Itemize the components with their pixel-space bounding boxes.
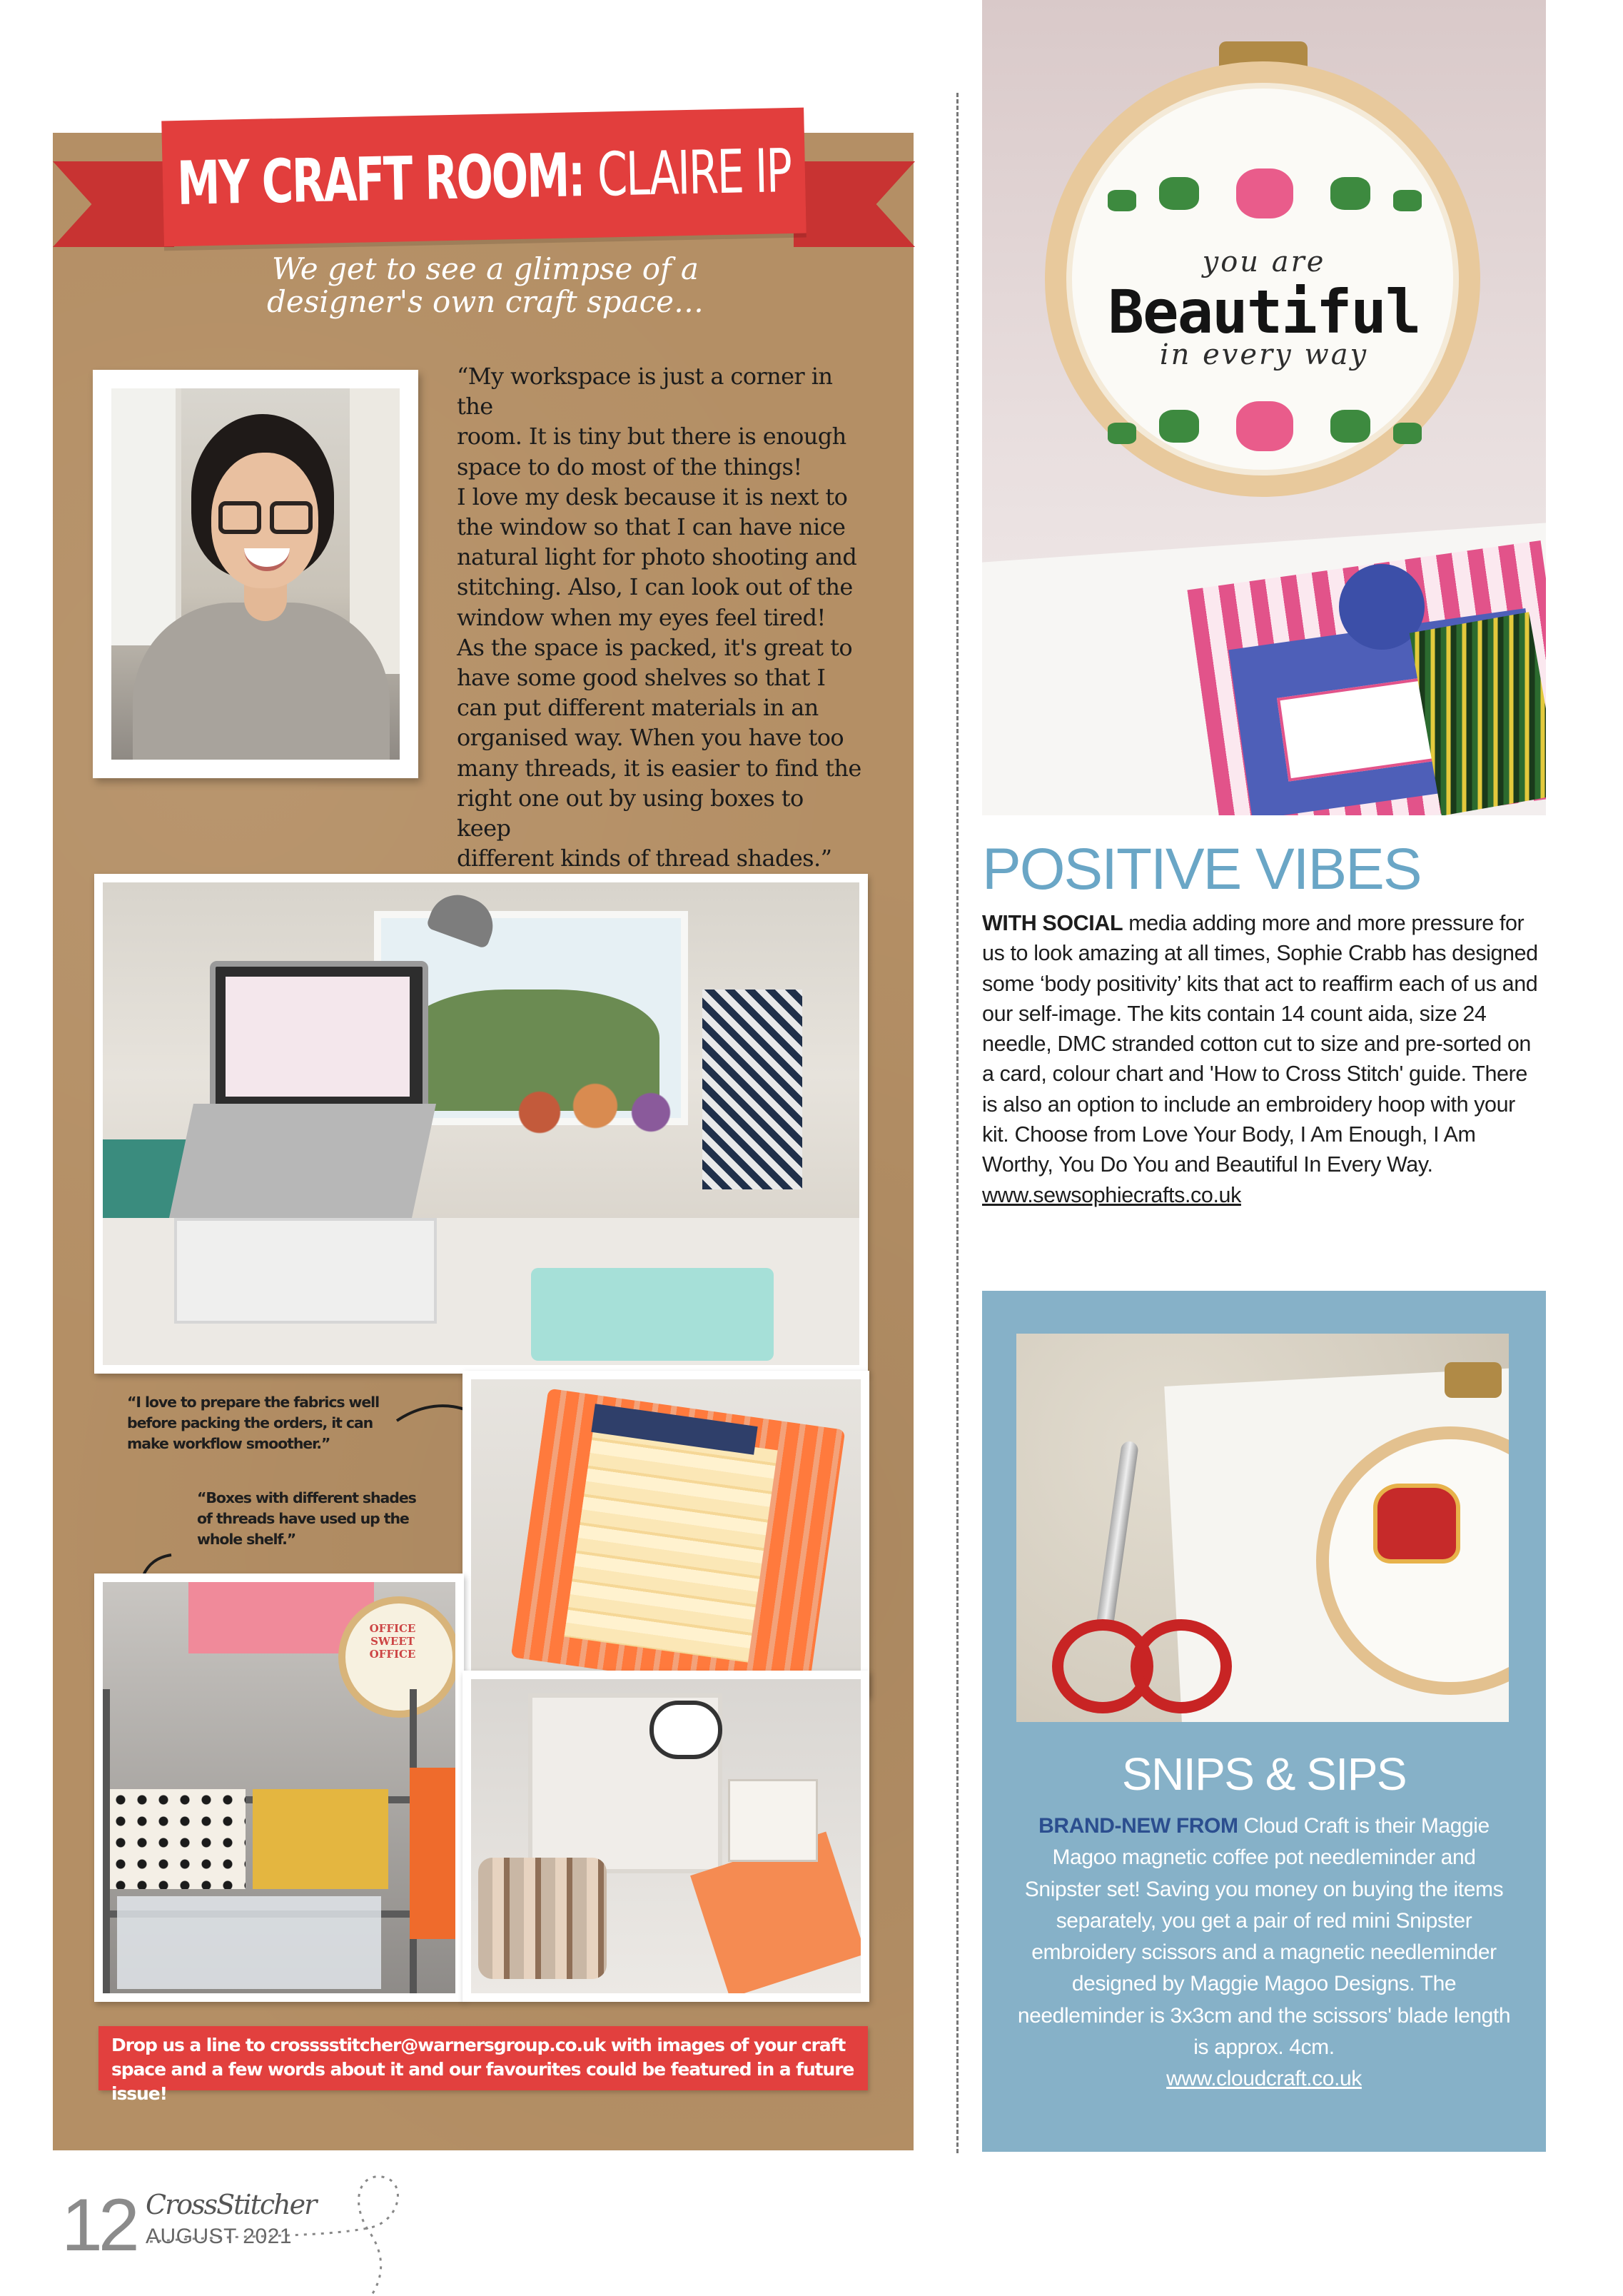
- designer-portrait-photo: [111, 388, 400, 760]
- hoop-text-line-1: you are: [1202, 246, 1326, 278]
- quote-text: [457, 361, 864, 873]
- quote-line: window when my eyes feel tired!: [457, 603, 826, 631]
- sewsophie-link[interactable]: www.sewsophiecrafts.co.uk: [982, 1182, 1241, 1207]
- caption-boxes: “Boxes with different shades of threads have used up the whole shelf.”: [197, 1489, 416, 1548]
- desk-organiser-photo-frame: [462, 1671, 869, 2002]
- page-number: 12: [61, 2184, 136, 2267]
- snips-sips-text: Cloud Craft is their Maggie Magoo magnetic coffee pot needleminder and Snipster set! Saving you money on buying the items separately, you get a pair of red mini Snipster embroidery scissors and a magnetic needleminder designed by Maggie Magoo Designs. The needleminder is 3x3cm and the scissors' blade length is approx. 4cm.: [1017, 1814, 1511, 2060]
- hoop-text-line-2: Beautiful: [1108, 277, 1420, 347]
- quote-line: space to do most of the things!: [457, 453, 802, 480]
- issue-date: AUGUST 2021: [146, 2225, 293, 2248]
- scissors-needleminder-photo: [1016, 1334, 1509, 1722]
- snips-sips-panel: [982, 1291, 1546, 2152]
- submission-callout: [98, 2026, 868, 2104]
- flower-motif-icon: [1236, 401, 1293, 451]
- positive-vibes-body: [982, 908, 1546, 1210]
- desk-photo-frame: [94, 874, 868, 1374]
- cloudcraft-link[interactable]: www.cloudcraft.co.uk: [1166, 2067, 1362, 2091]
- positive-vibes-heading: POSITIVE VIBES: [982, 837, 1421, 902]
- designer-portrait-frame: [93, 370, 418, 778]
- hoop-text-line-3: in every way: [1159, 338, 1369, 371]
- submission-callout-text: Drop us a line to crosssstitcher@warnersgroup.co.uk with images of your craft space and a few words about it and our favourites could be featured in a future issue!: [111, 2035, 854, 2104]
- quote-line: I love my desk because it is next to: [457, 483, 848, 510]
- quote-line: can put different materials in an: [457, 694, 819, 722]
- desk-organiser-photo: [471, 1679, 861, 1993]
- quote-line: organised way. When you have too: [457, 724, 844, 752]
- coffee-pot-needleminder-icon: [1373, 1484, 1460, 1564]
- column-divider: [956, 93, 959, 2153]
- flower-motif-icon: [1236, 168, 1293, 218]
- quote-line: different kinds of thread shades.”: [457, 845, 832, 872]
- caption-fabrics: “I love to prepare the fabrics well before packing the orders, it can make workflow smoother.”: [127, 1394, 380, 1452]
- title-banner: [161, 108, 806, 247]
- designer-quote: [457, 361, 864, 904]
- title-bold: MY CRAFT ROOM:: [176, 140, 585, 218]
- quote-line: right one out by using boxes to keep: [457, 784, 804, 842]
- hoop-sign-text: OFFICE SWEET OFFICE: [369, 1622, 416, 1661]
- intro-standfirst: We get to see a glimpse of a designer's own craft space…: [267, 251, 704, 319]
- title-name: CLAIRE IP: [596, 136, 792, 210]
- positive-vibes-text: media adding more and more pressure for us to look amazing at all times, Sophie Crabb has designed some ‘body positivity’ kits that act to reaffirm each of us and our self-image. The kits contain 14 count aida, size 24 needle, DMC stranded cotton cut to size and pre-sorted on a card, colour chart and 'How to Cross Stitch' guide. There is also an option to include an embroidery hoop with your kit. Choose from Love Your Body, I Am Enough, I Am Worthy, You Do You and Beautiful In Every Way.: [982, 911, 1538, 1177]
- snips-sips-lead: BRAND-NEW FROM: [1038, 1814, 1238, 1838]
- quote-line: have some good shelves so that I: [457, 664, 826, 692]
- quote-line: As the space is packed, it's great to: [457, 633, 853, 661]
- beautiful-hoop-photo: [982, 0, 1546, 815]
- quote-line: “My workspace is just a corner in the: [457, 363, 833, 421]
- quote-line: stitching. Also, I can look out of the: [457, 573, 853, 601]
- thread-shelf-photo-frame: [94, 1574, 464, 2002]
- quote-line: the window so that I can have nice: [457, 513, 846, 541]
- quote-line: natural light for photo shooting and: [457, 543, 857, 571]
- fabric-basket-photo: [471, 1379, 861, 1688]
- quote-line: room. It is tiny but there is enough: [457, 423, 846, 450]
- fabric-basket-photo-frame: [462, 1371, 869, 1696]
- quote-line: many threads, it is easier to find the: [457, 754, 861, 782]
- magazine-title: CrossStitcher: [146, 2189, 316, 2220]
- page-title: [176, 136, 792, 218]
- workspace-desk-photo: [103, 882, 859, 1365]
- positive-vibes-lead: WITH SOCIAL: [982, 911, 1123, 935]
- snips-sips-body: [1016, 1811, 1512, 2095]
- thread-shelf-photo: [103, 1582, 455, 1993]
- snips-sips-heading: SNIPS & SIPS: [1121, 1748, 1407, 1800]
